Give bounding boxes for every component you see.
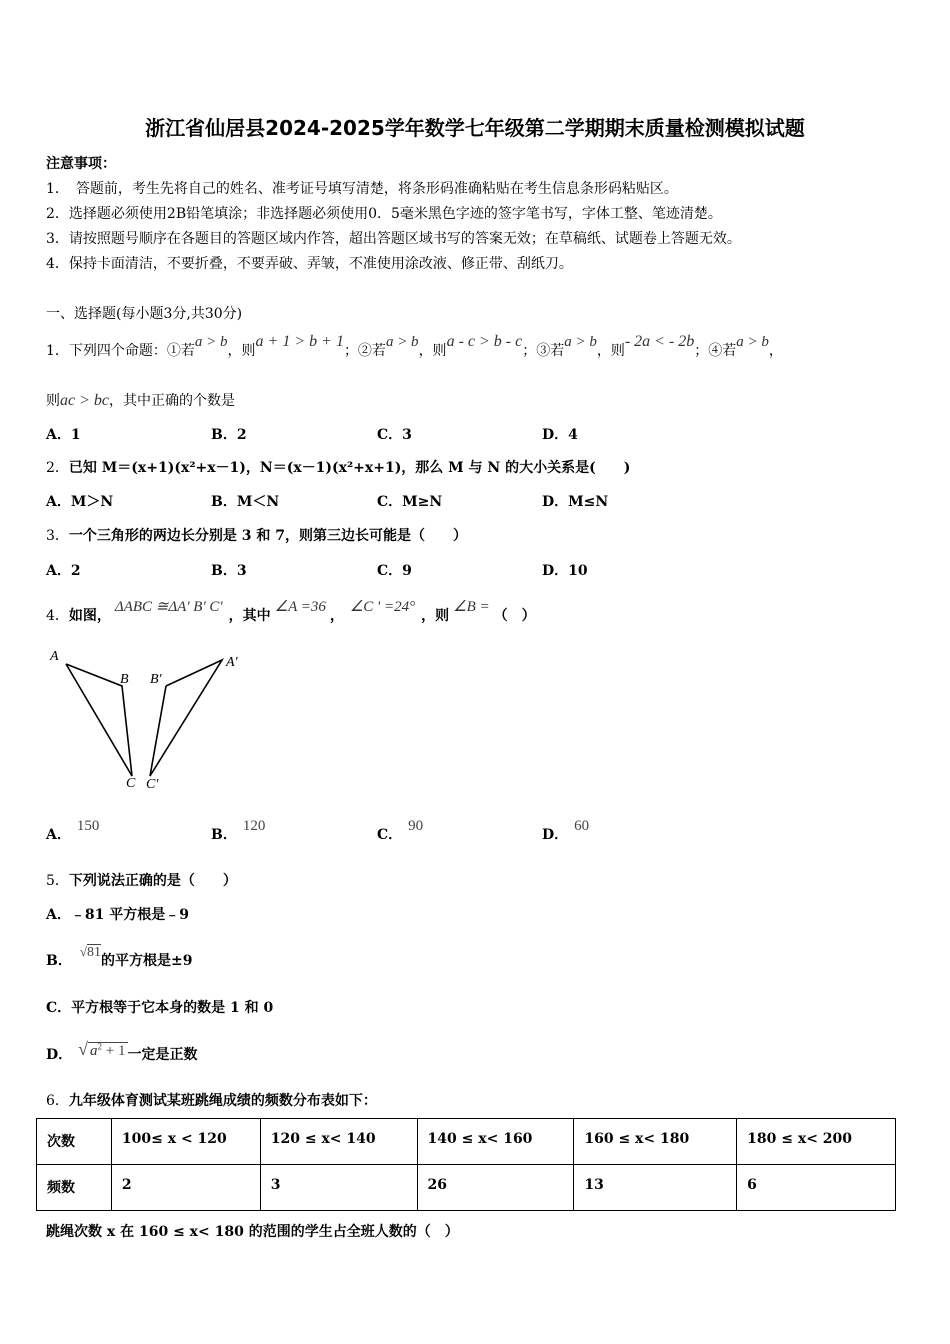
option-value: 120 (242, 818, 266, 834)
option-a[interactable]: A．1 (46, 427, 81, 443)
vertex-label-c: C (126, 776, 136, 791)
option-a[interactable] (46, 818, 100, 844)
question-number: 6． (46, 1093, 69, 1109)
option-b[interactable]: B．M＜N (211, 494, 280, 510)
question-number: 1． (46, 343, 69, 359)
option-c[interactable] (377, 818, 424, 844)
table-cell: 13 (574, 1165, 737, 1211)
question-2 (46, 457, 630, 477)
question-text: ，则 (418, 343, 447, 359)
math-expr: a - c > b - c (446, 333, 523, 350)
math-expr: a > b (194, 334, 228, 350)
question-text: 一个三角形的两边长分别是 3 和 7，则第三边长可能是（ ） (68, 528, 468, 544)
page-title: 浙江省仙居县2024-2025学年数学七年级第二学期期末质量检测模拟试题 (145, 116, 805, 140)
question-number: 2． (46, 460, 69, 476)
option-letter: D． (542, 827, 569, 843)
question-text: 下列说法正确的是（ ） (68, 873, 237, 889)
option-c[interactable]: C．M≥N (377, 494, 443, 510)
frequency-table (36, 1118, 896, 1211)
sqrt-expr: √81 (79, 944, 101, 960)
question-text: 下列四个命题：①若 (68, 343, 195, 359)
option-text: 一定是正数 (127, 1047, 198, 1063)
question-3 (46, 525, 467, 545)
option-d[interactable]: D．M≤N (542, 494, 609, 510)
vertex-label-c-prime: C' (146, 777, 159, 792)
question-number: 3． (46, 528, 69, 544)
math-expr: a > b (736, 334, 769, 350)
table-cell: 3 (260, 1165, 417, 1211)
option-value: 60 (574, 818, 590, 834)
option-a[interactable]: A．2 (46, 563, 81, 579)
math-expr: ∠B = (453, 599, 490, 615)
notice-item: 2．选择题必须使用2B铅笔填涂；非选择题必须使用0．5毫米黑色字迹的签字笔书写，字体工整、笔迹清楚。 (46, 206, 722, 222)
table-cell: 140 ≤ x< 160 (417, 1119, 574, 1165)
option-letter: C． (377, 827, 403, 843)
question-text: ；④若 (694, 343, 737, 359)
question-text: ，其中 (228, 608, 271, 624)
question-6 (46, 1090, 377, 1110)
question-text: ，则 (596, 343, 625, 359)
table-row (37, 1165, 896, 1211)
option-a[interactable]: A．﹣81 平方根是﹣9 (46, 907, 189, 923)
question-number: 4． (46, 608, 69, 624)
exponent: 2 (97, 1041, 103, 1052)
math-expr: - 2a < - 2b (624, 333, 695, 350)
notice-item: 3．请按照题号顺序在各题目的答题区域内作答，超出答题区域书写的答案无效；在草稿纸、试题卷上答题无效。 (46, 231, 741, 247)
question-6-followup: 跳绳次数 x 在 160 ≤ x< 180 的范围的学生占全班人数的（ ） (46, 1224, 459, 1240)
table-row (37, 1119, 896, 1165)
vertex-label-b: B (120, 672, 129, 687)
vertex-label-b-prime: B' (150, 672, 162, 687)
row-header: 频数 (37, 1165, 112, 1211)
question-text: ，则 (421, 608, 450, 624)
option-value: 90 (408, 818, 424, 834)
option-d[interactable]: D．4 (542, 427, 578, 443)
option-b[interactable]: B．3 (211, 563, 247, 579)
table-cell: 160 ≤ x< 180 (574, 1119, 737, 1165)
table-cell: 100≤ x < 120 (111, 1119, 260, 1165)
math-expr: ΔABC ≅ΔA' B' C' (114, 599, 223, 615)
sqrt-expr: √ $a^2 + 1$ (78, 1039, 126, 1059)
section-heading: 一、选择题(每小题3分,共30分) (46, 306, 243, 322)
notice-item: 1． 答题前，考生先将自己的姓名、准考证号填写清楚，将条形码准确粘贴在考生信息条形码粘贴区。 (46, 181, 678, 197)
math-expr: ac > bc (60, 392, 109, 409)
math-expr: a > b (385, 334, 419, 350)
notice-heading: 注意事项： (46, 156, 116, 172)
row-header: 次数 (37, 1119, 112, 1165)
option-c[interactable]: C．9 (377, 563, 412, 579)
option-text: 的平方根是±9 (100, 953, 193, 969)
option-letter: A． (46, 827, 71, 843)
option-b[interactable] (46, 944, 193, 970)
table-cell: 120 ≤ x< 140 (260, 1119, 417, 1165)
table-cell: 26 (417, 1165, 574, 1211)
question-text: ， (768, 343, 783, 359)
option-d[interactable] (542, 818, 590, 844)
question-number: 5． (46, 873, 69, 889)
option-c[interactable]: C．平方根等于它本身的数是 1 和 0 (46, 1000, 274, 1016)
table-cell: 180 ≤ x< 200 (737, 1119, 896, 1165)
vertex-label-a: A (50, 649, 59, 664)
question-text: 如图， (68, 608, 111, 624)
option-value: 150 (76, 818, 100, 834)
option-b[interactable]: B．2 (211, 427, 247, 443)
option-c[interactable]: C．3 (377, 427, 412, 443)
question-text: 已知 M＝(x+1)(x²+x－1)，N＝(x－1)(x²+x+1)，那么 M 与 N 的大小关系是( ) (68, 460, 631, 476)
question-text: 则 (46, 393, 60, 409)
table-cell: 6 (737, 1165, 896, 1211)
question-text: ， (329, 608, 344, 624)
triangle-figure (40, 640, 260, 800)
option-d[interactable]: D．10 (542, 563, 588, 579)
radicand: 81 (86, 945, 101, 960)
option-a[interactable]: A．M＞N (46, 494, 114, 510)
option-d[interactable] (46, 1039, 198, 1064)
math-expr: a > b (564, 334, 597, 350)
option-letter: D． (46, 1047, 73, 1063)
question-text: （ ） (493, 608, 536, 624)
question-text: ，则 (227, 343, 256, 359)
notice-item: 4．保持卡面清洁，不要折叠，不要弄破、弄皱，不准使用涂改液、修正带、刮纸刀。 (46, 256, 573, 272)
vertex-label-a-prime: A' (226, 655, 238, 670)
radicand: a (90, 1043, 98, 1059)
question-text: ，其中正确的个数是 (109, 393, 235, 409)
option-letter: B． (211, 827, 237, 843)
option-letter: B． (46, 953, 72, 969)
question-text: 九年级体育测试某班跳绳成绩的频数分布表如下： (68, 1093, 377, 1109)
question-5 (46, 870, 237, 890)
table-cell: 2 (111, 1165, 260, 1211)
question-text: ；②若 (343, 343, 386, 359)
question-4 (46, 599, 536, 625)
question-text: ；③若 (522, 343, 565, 359)
math-expr: a + 1 > b + 1 (255, 333, 344, 350)
question-1-line2 (46, 390, 235, 410)
math-expr: ∠C ' =24° (349, 599, 416, 615)
option-b[interactable] (211, 818, 266, 844)
question-1 (46, 333, 783, 360)
radicand-plus: + 1 (102, 1043, 126, 1059)
math-expr: ∠A =36 (274, 599, 326, 615)
